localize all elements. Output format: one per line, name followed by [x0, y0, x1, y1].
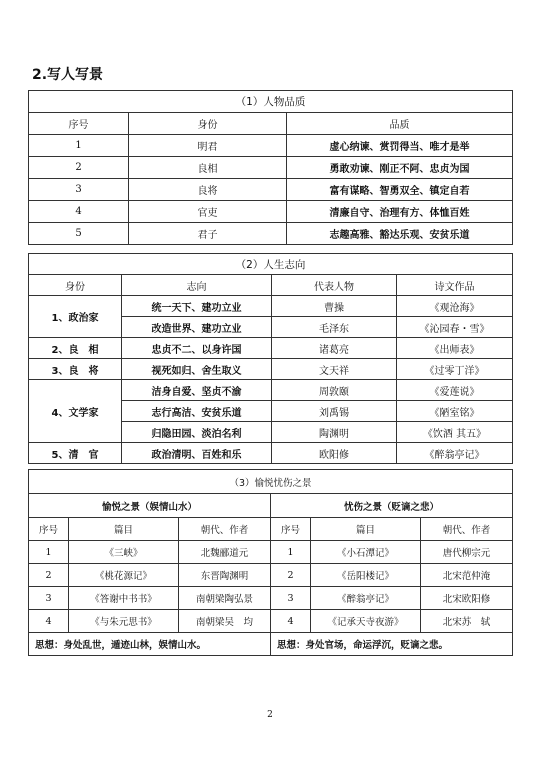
column-header: 朝代、作者 — [421, 518, 513, 541]
table-cell: 官吏 — [129, 201, 287, 223]
table-cell: 统一天下、建功立业 — [122, 296, 272, 317]
column-header: 序号 — [271, 518, 311, 541]
character-quality-table — [28, 90, 513, 245]
sorrowful-summary: 思想：身处官场，命运浮沉，贬谪之悲。 — [271, 633, 513, 656]
table-cell: 《观沧海》 — [397, 296, 513, 317]
table-row — [29, 223, 513, 245]
table-cell: 《沁园春・雪》 — [397, 317, 513, 338]
table-row — [29, 564, 513, 587]
table-caption: （3）愉悦忧伤之景 — [29, 470, 513, 494]
section-title: 2.写人写景 — [32, 67, 104, 83]
joyful-summary: 思想：身处乱世，遁迹山林，娱情山水。 — [29, 633, 271, 656]
column-header: 代表人物 — [272, 275, 397, 296]
table-cell: 良将 — [129, 179, 287, 201]
table-row — [29, 179, 513, 201]
column-header: 篇目 — [311, 518, 421, 541]
table-cell: 《与朱元思书》 — [69, 610, 179, 633]
table-cell: 《过零丁洋》 — [397, 359, 513, 380]
column-header: 序号 — [29, 518, 69, 541]
table-cell: 政治清明、百姓和乐 — [122, 443, 272, 464]
table-row — [29, 587, 513, 610]
table-cell: 诸葛亮 — [272, 338, 397, 359]
table-cell: 3 — [29, 179, 129, 201]
table-row — [29, 380, 513, 401]
life-aspiration-table — [28, 253, 513, 464]
page-number: 2 — [267, 710, 273, 720]
table-cell: 视死如归、舍生取义 — [122, 359, 272, 380]
table-cell: 《岳阳楼记》 — [311, 564, 421, 587]
table-cell: 南朝梁吴 均 — [179, 610, 271, 633]
table-cell: 欧阳修 — [272, 443, 397, 464]
column-header: 志向 — [122, 275, 272, 296]
table-cell: 1 — [29, 541, 69, 564]
table-cell: 洁身自爱、坚贞不渝 — [122, 380, 272, 401]
table-cell: 南朝梁陶弘景 — [179, 587, 271, 610]
table-row — [29, 443, 513, 464]
table-cell: 毛泽东 — [272, 317, 397, 338]
table-cell: 《记承天寺夜游》 — [311, 610, 421, 633]
table-cell: 志行高洁、安贫乐道 — [122, 401, 272, 422]
table-cell: 《答谢中书书》 — [69, 587, 179, 610]
identity-cell: 4、文学家 — [29, 380, 122, 443]
column-header: 诗文作品 — [397, 275, 513, 296]
table-cell: 4 — [29, 201, 129, 223]
identity-cell: 3、良 将 — [29, 359, 122, 380]
table-cell: 北宋欧阳修 — [421, 587, 513, 610]
table-cell: 富有谋略、智勇双全、镇定自若 — [287, 179, 513, 201]
table-cell: 3 — [29, 587, 69, 610]
table-row — [29, 338, 513, 359]
table-cell: 《醉翁亭记》 — [397, 443, 513, 464]
table-cell: 北宋范仲淹 — [421, 564, 513, 587]
table-cell: 归隐田园、淡泊名利 — [122, 422, 272, 443]
scenery-emotion-table — [28, 469, 513, 656]
table-cell: 良相 — [129, 157, 287, 179]
table-cell: 刘禹锡 — [272, 401, 397, 422]
table-cell: 文天祥 — [272, 359, 397, 380]
table-row — [29, 201, 513, 223]
column-header: 身份 — [129, 113, 287, 135]
table-row — [29, 610, 513, 633]
table-cell: 北魏郦道元 — [179, 541, 271, 564]
table-row — [29, 541, 513, 564]
table-cell: 东晋陶渊明 — [179, 564, 271, 587]
table-cell: 2 — [271, 564, 311, 587]
table-row — [29, 157, 513, 179]
table-cell: 忠贞不二、以身许国 — [122, 338, 272, 359]
table-row — [29, 135, 513, 157]
identity-cell: 5、清 官 — [29, 443, 122, 464]
table-cell: 清廉自守、治理有方、体恤百姓 — [287, 201, 513, 223]
table-cell: 2 — [29, 564, 69, 587]
table-cell: 《出师表》 — [397, 338, 513, 359]
table-cell: 《醉翁亭记》 — [311, 587, 421, 610]
table-cell: 4 — [271, 610, 311, 633]
column-header: 篇目 — [69, 518, 179, 541]
table-cell: 改造世界、建功立业 — [122, 317, 272, 338]
table-cell: 《陋室铭》 — [397, 401, 513, 422]
column-header: 朝代、作者 — [179, 518, 271, 541]
table-caption: （2）人生志向 — [29, 254, 513, 275]
identity-cell: 2、良 相 — [29, 338, 122, 359]
table-cell: 《小石潭记》 — [311, 541, 421, 564]
column-header: 序号 — [29, 113, 129, 135]
table-cell: 5 — [29, 223, 129, 245]
table-cell: 《桃花源记》 — [69, 564, 179, 587]
table-cell: 北宋苏 轼 — [421, 610, 513, 633]
table-cell: 明君 — [129, 135, 287, 157]
table-cell: 勇敢劝谏、刚正不阿、忠贞为国 — [287, 157, 513, 179]
table-cell: 唐代柳宗元 — [421, 541, 513, 564]
sorrowful-scenery-title: 忧伤之景（贬谪之悲） — [271, 494, 513, 518]
table-cell: 曹操 — [272, 296, 397, 317]
table-row — [29, 296, 513, 317]
table-cell: 《三峡》 — [69, 541, 179, 564]
identity-cell: 1、政治家 — [29, 296, 122, 338]
joyful-scenery-title: 愉悦之景（娱情山水） — [29, 494, 271, 518]
table-cell: 3 — [271, 587, 311, 610]
table-cell: 虚心纳谏、赏罚得当、唯才是举 — [287, 135, 513, 157]
table-cell: 《饮酒 其五》 — [397, 422, 513, 443]
table-cell: 4 — [29, 610, 69, 633]
table-cell: 陶渊明 — [272, 422, 397, 443]
table-cell: 2 — [29, 157, 129, 179]
column-header: 品质 — [287, 113, 513, 135]
table-cell: 志趣高雅、豁达乐观、安贫乐道 — [287, 223, 513, 245]
table-cell: 1 — [29, 135, 129, 157]
table-cell: 君子 — [129, 223, 287, 245]
table-caption: （1）人物品质 — [29, 91, 513, 113]
table-cell: 周敦颐 — [272, 380, 397, 401]
table-cell: 《爱莲说》 — [397, 380, 513, 401]
table-row — [29, 359, 513, 380]
column-header: 身份 — [29, 275, 122, 296]
table-cell: 1 — [271, 541, 311, 564]
